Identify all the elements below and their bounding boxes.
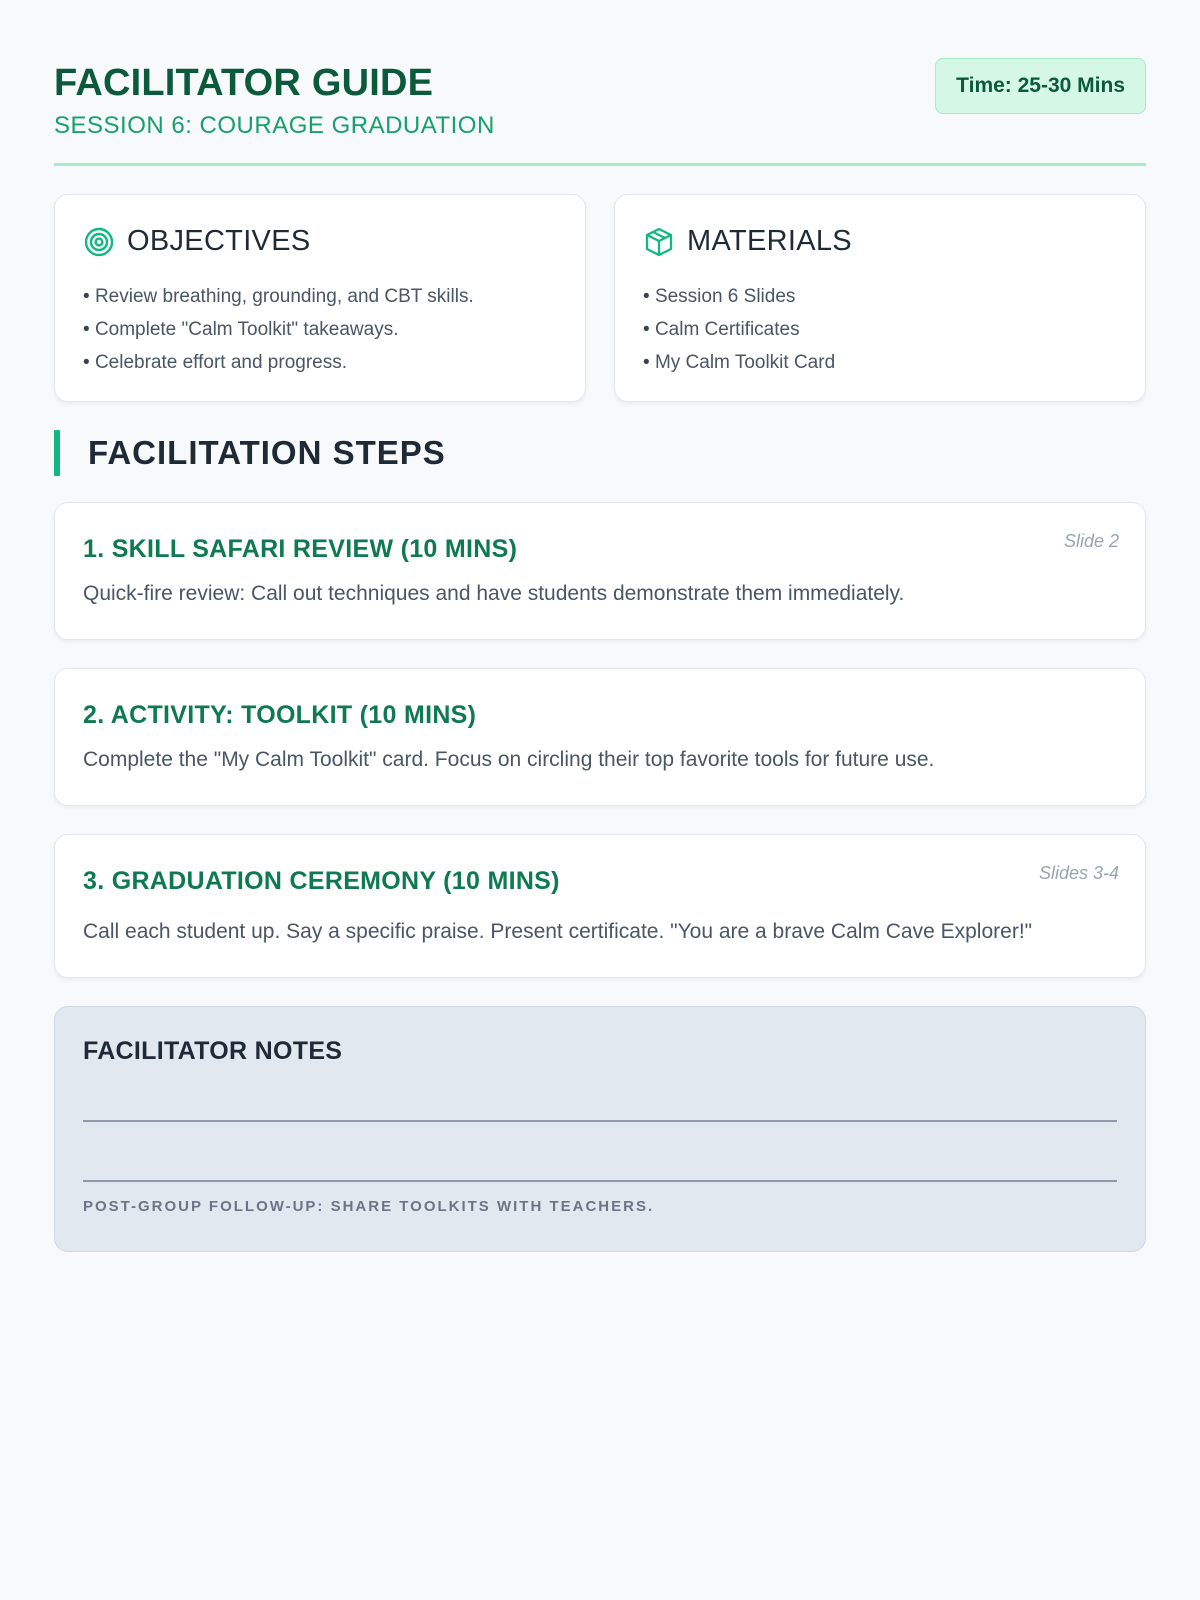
facilitation-steps-heading xyxy=(54,430,1146,476)
section-title: FACILITATION STEPS xyxy=(88,434,446,471)
list-item: • My Calm Toolkit Card xyxy=(643,346,1117,379)
list-item: • Complete "Calm Toolkit" takeaways. xyxy=(83,313,557,346)
objectives-list xyxy=(83,280,557,379)
box-icon xyxy=(643,226,675,258)
materials-list xyxy=(643,280,1117,379)
section-accent-bar xyxy=(54,430,60,476)
step-slide-ref: Slides 3-4 xyxy=(1038,863,1119,883)
list-item: • Session 6 Slides xyxy=(643,280,1117,313)
time-badge: Time: 25-30 Mins xyxy=(935,58,1146,114)
step-title: 2. ACTIVITY: TOOLKIT (10 MINS) xyxy=(83,701,477,729)
page-title: FACILITATOR GUIDE xyxy=(54,62,434,104)
step-slide-ref: Slide 2 xyxy=(1063,531,1119,551)
target-icon xyxy=(83,226,115,258)
step-description: Quick-fire review: Call out techniques and have students demonstrate them immediately. xyxy=(83,582,905,605)
step-title: 1. SKILL SAFARI REVIEW (10 MINS) xyxy=(83,535,518,563)
notes-title: FACILITATOR NOTES xyxy=(83,1037,343,1065)
info-cards-row xyxy=(54,194,1146,402)
list-item: • Calm Certificates xyxy=(643,313,1117,346)
objectives-header xyxy=(83,225,557,258)
list-item: • Review breathing, grounding, and CBT skills. xyxy=(83,280,557,313)
materials-card xyxy=(614,194,1146,402)
note-writing-line xyxy=(83,1120,1117,1122)
page-subtitle: SESSION 6: COURAGE GRADUATION xyxy=(54,112,495,139)
page-header xyxy=(54,58,1146,166)
step-description: Complete the "My Calm Toolkit" card. Focus on circling their top favorite tools for future use. xyxy=(83,748,935,771)
facilitator-notes-box xyxy=(54,1006,1146,1252)
notes-footer: POST-GROUP FOLLOW-UP: SHARE TOOLKITS WITH TEACHERS. xyxy=(83,1198,655,1215)
materials-header xyxy=(643,225,1117,258)
step-title: 3. GRADUATION CEREMONY (10 MINS) xyxy=(83,867,560,895)
materials-title: MATERIALS xyxy=(687,225,852,257)
step-card-1 xyxy=(54,502,1146,640)
step-card-3 xyxy=(54,834,1146,978)
objectives-title: OBJECTIVES xyxy=(127,225,311,257)
step-description: Call each student up. Say a specific praise. Present certificate. "You are a brave Calm Cave Explorer!" xyxy=(83,920,1033,943)
objectives-card xyxy=(54,194,586,402)
list-item: • Celebrate effort and progress. xyxy=(83,346,557,379)
note-writing-line xyxy=(83,1180,1117,1182)
step-card-2 xyxy=(54,668,1146,806)
